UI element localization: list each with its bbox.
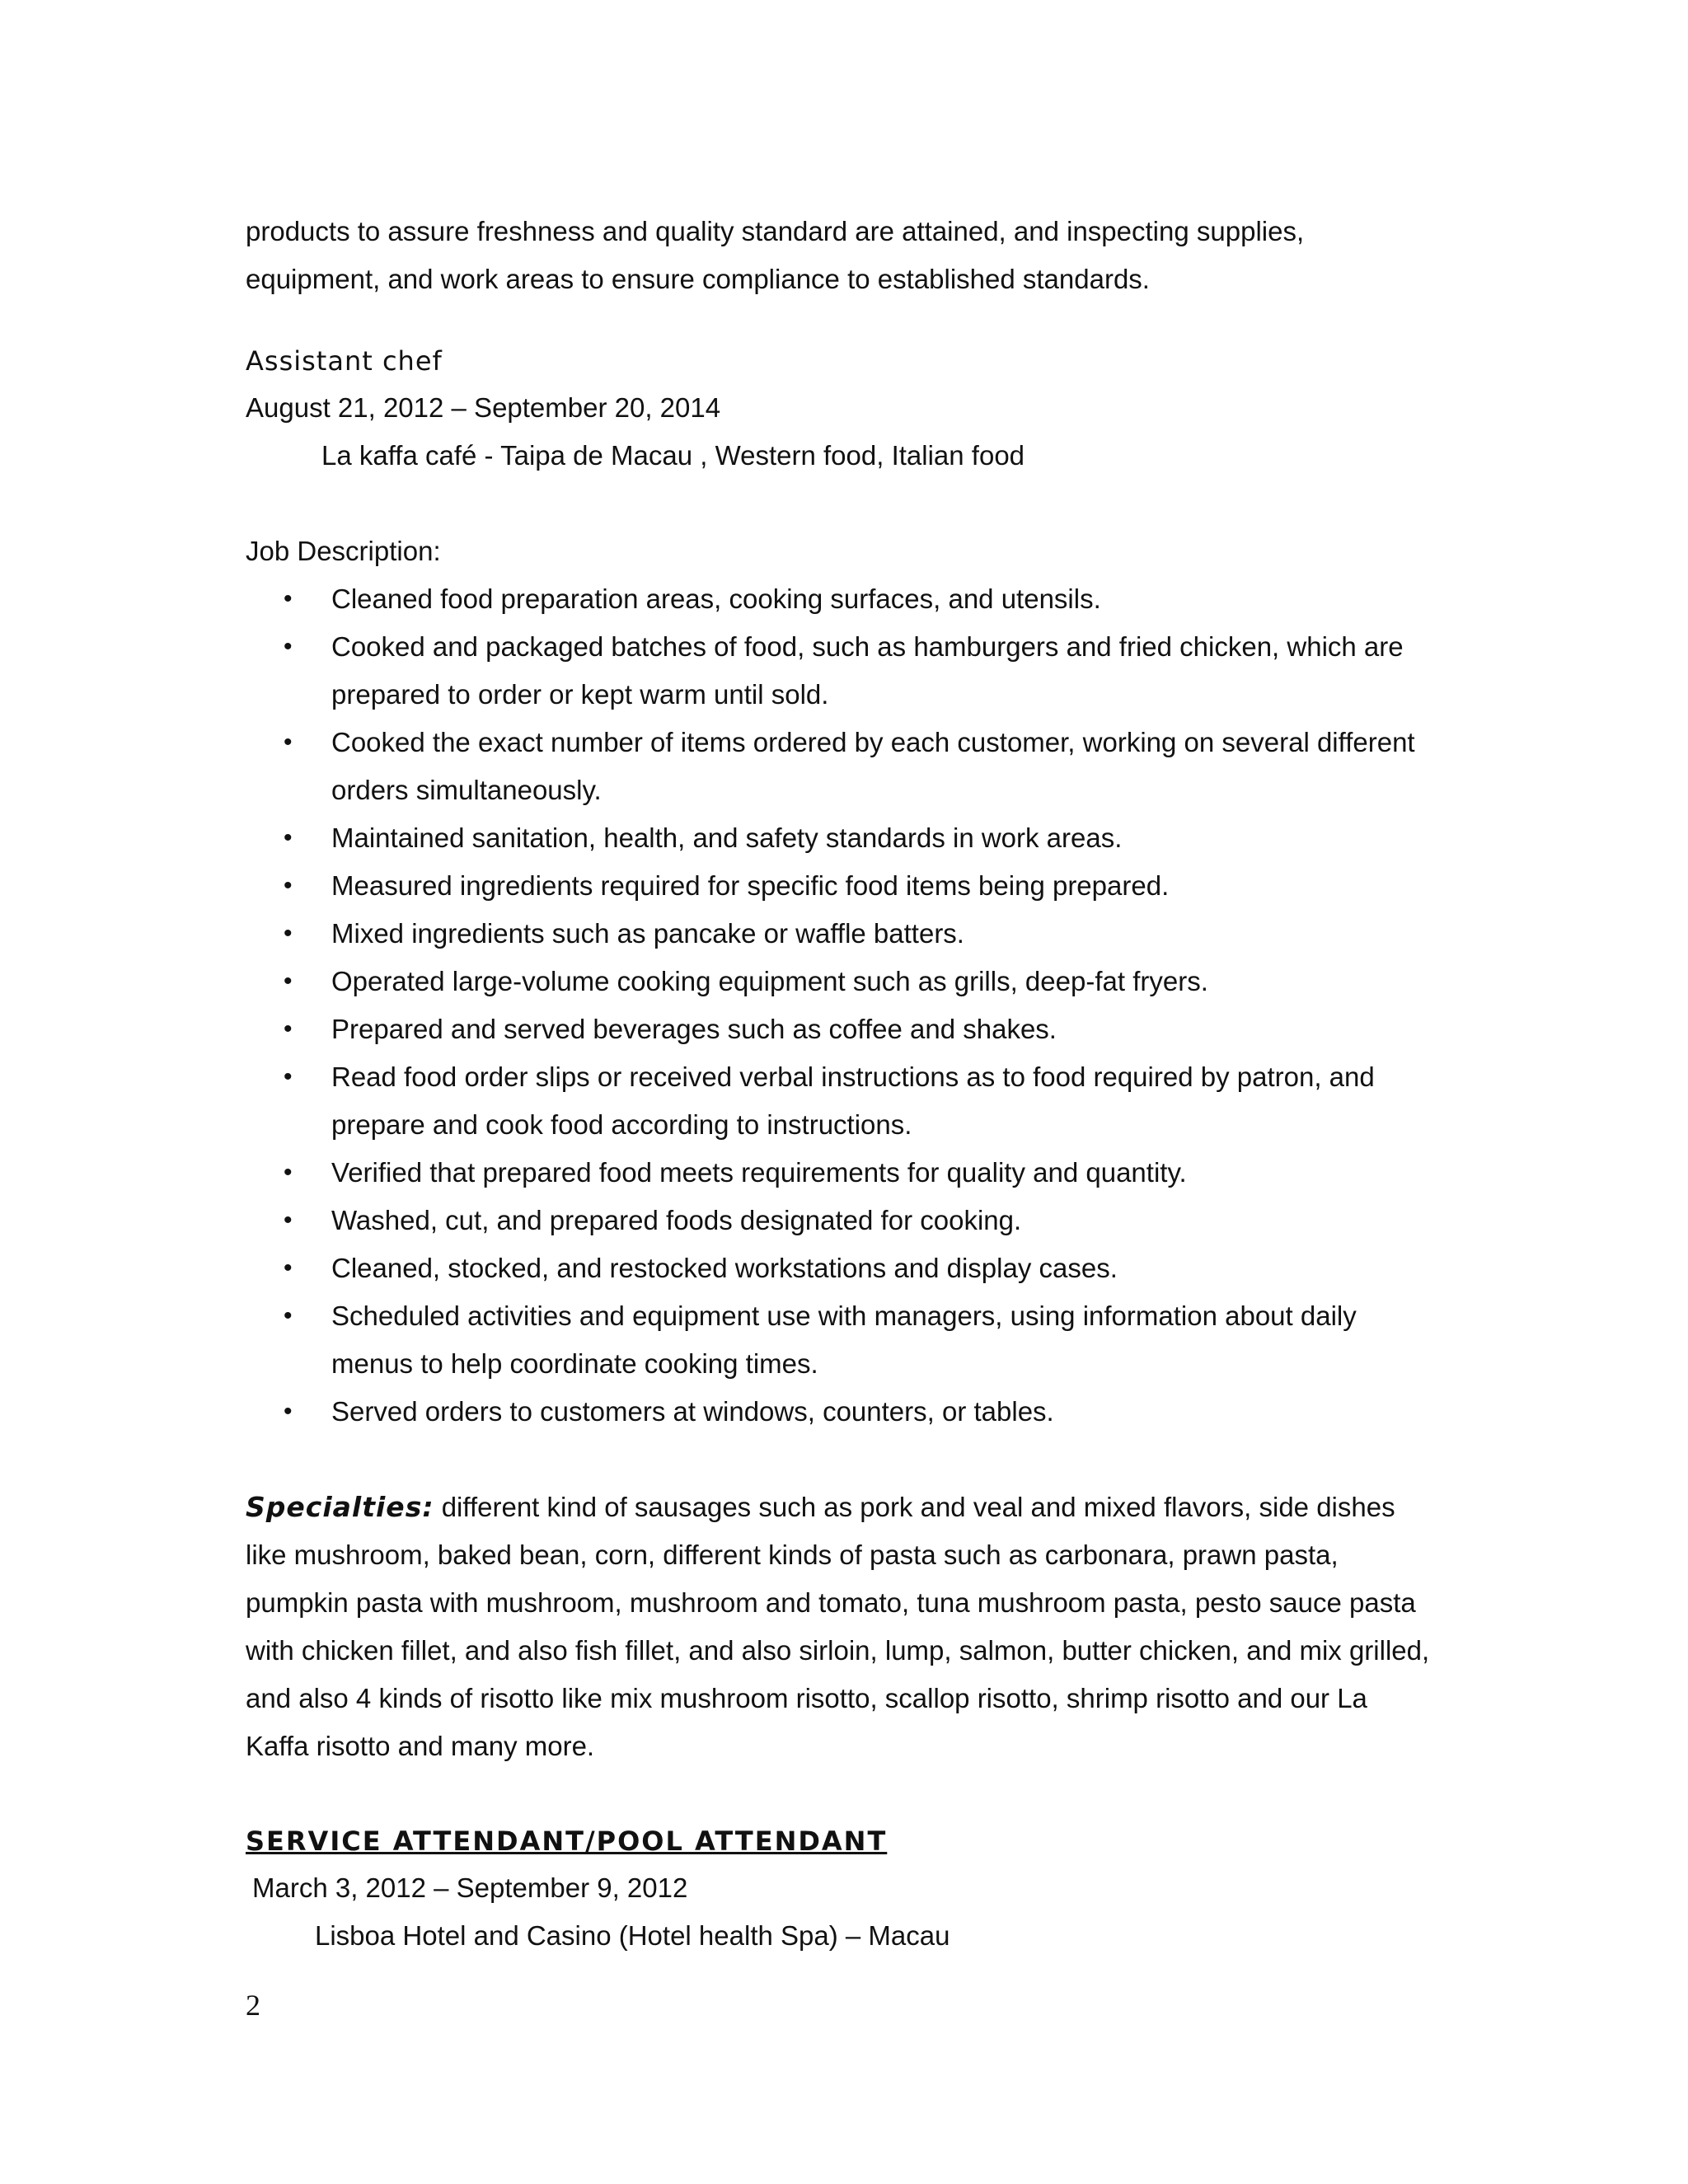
bullet-icon: • bbox=[284, 1207, 293, 1234]
duty-text: Served orders to customers at windows, counters, or tables. bbox=[331, 1396, 1054, 1427]
specialties-text: different kind of sausages such as pork and veal and mixed flavors, side dishes like mushroom, baked bean, corn, different kinds of pasta such as carbonara, prawn pasta, pumpkin pasta with mushroom, mushroom and tomato, tuna mushroom pasta, pesto sauce pasta with chicken fillet, and also fish fillet, and also sirloin, lump, salmon, butter chicken, and mix grilled, and also 4 kinds of risotto like mix mushroom risotto, scallop risotto, shrimp risotto and our La Kaffa risotto and many more. bbox=[246, 1492, 1430, 1761]
bullet-icon: • bbox=[284, 872, 293, 899]
bullet-icon: • bbox=[284, 585, 293, 612]
list-item bbox=[246, 958, 1424, 1005]
list-item bbox=[246, 719, 1424, 814]
page-number: 2 bbox=[246, 1989, 260, 2022]
bullet-icon: • bbox=[284, 1063, 293, 1090]
job-dates: March 3, 2012 – September 9, 2012 bbox=[252, 1872, 688, 1903]
specialties-paragraph bbox=[246, 1483, 1432, 1770]
job-dates: August 21, 2012 – September 20, 2014 bbox=[246, 392, 721, 423]
duty-text: Cleaned, stocked, and restocked workstations and display cases. bbox=[331, 1253, 1118, 1283]
duty-text: Read food order slips or received verbal instructions as to food required by patron, and prepare and cook food according to instructions. bbox=[331, 1062, 1375, 1140]
intro-line-1: products to assure freshness and quality standard are attained, and inspecting supplies, bbox=[246, 216, 1305, 246]
list-item bbox=[246, 814, 1424, 862]
bullet-icon: • bbox=[284, 1254, 293, 1282]
duty-text: Cooked and packaged batches of food, such as hamburgers and fried chicken, which are prepared to order or kept warm until sold. bbox=[331, 631, 1404, 710]
duty-text: Measured ingredients required for specific food items being prepared. bbox=[331, 870, 1170, 901]
duty-text: Prepared and served beverages such as coffee and shakes. bbox=[331, 1014, 1057, 1044]
list-item bbox=[246, 1388, 1424, 1436]
list-item bbox=[246, 1149, 1424, 1197]
job-description-heading: Job Description: bbox=[246, 536, 441, 566]
duty-text: Operated large-volume cooking equipment such as grills, deep-fat fryers. bbox=[331, 966, 1208, 996]
duty-text: Washed, cut, and prepared foods designated for cooking. bbox=[331, 1205, 1022, 1235]
job-title-service-attendant: SERVICE ATTENDANT/POOL ATTENDANT bbox=[246, 1825, 888, 1857]
list-item bbox=[246, 1197, 1424, 1244]
duty-text: Cooked the exact number of items ordered by each customer, working on several different orders simultaneously. bbox=[331, 727, 1415, 805]
job-title-assistant-chef: Assistant chef bbox=[246, 345, 443, 377]
bullet-icon: • bbox=[284, 968, 293, 995]
duty-text: Maintained sanitation, health, and safety standards in work areas. bbox=[331, 823, 1123, 853]
bullet-icon: • bbox=[284, 1015, 293, 1043]
bullet-icon: • bbox=[284, 1302, 293, 1329]
list-item bbox=[246, 575, 1424, 623]
duty-text: Scheduled activities and equipment use with managers, using information about daily menus to help coordinate cooking times. bbox=[331, 1301, 1357, 1379]
list-item bbox=[246, 623, 1424, 719]
duty-text: Cleaned food preparation areas, cooking surfaces, and utensils. bbox=[331, 583, 1101, 614]
list-item bbox=[246, 1292, 1424, 1388]
intro-line-2: equipment, and work areas to ensure compliance to established standards. bbox=[246, 264, 1150, 294]
bullet-icon: • bbox=[284, 633, 293, 660]
duties-list bbox=[246, 575, 1424, 1436]
duty-text: Mixed ingredients such as pancake or waffle batters. bbox=[331, 918, 964, 949]
list-item bbox=[246, 862, 1424, 910]
bullet-icon: • bbox=[284, 1159, 293, 1186]
list-item bbox=[246, 1053, 1424, 1149]
bullet-icon: • bbox=[284, 1398, 293, 1425]
specialties-label: Specialties: bbox=[246, 1491, 434, 1523]
page-content bbox=[246, 208, 1430, 1960]
list-item bbox=[246, 910, 1424, 958]
duty-text: Verified that prepared food meets requirements for quality and quantity. bbox=[331, 1157, 1187, 1188]
bullet-icon: • bbox=[284, 920, 293, 947]
job-employer: La kaffa café - Taipa de Macau , Western food, Italian food bbox=[321, 440, 1025, 471]
list-item bbox=[246, 1244, 1424, 1292]
job-employer: Lisboa Hotel and Casino (Hotel health Spa) – Macau bbox=[315, 1920, 950, 1951]
bullet-icon: • bbox=[284, 729, 293, 756]
list-item bbox=[246, 1005, 1424, 1053]
bullet-icon: • bbox=[284, 824, 293, 851]
